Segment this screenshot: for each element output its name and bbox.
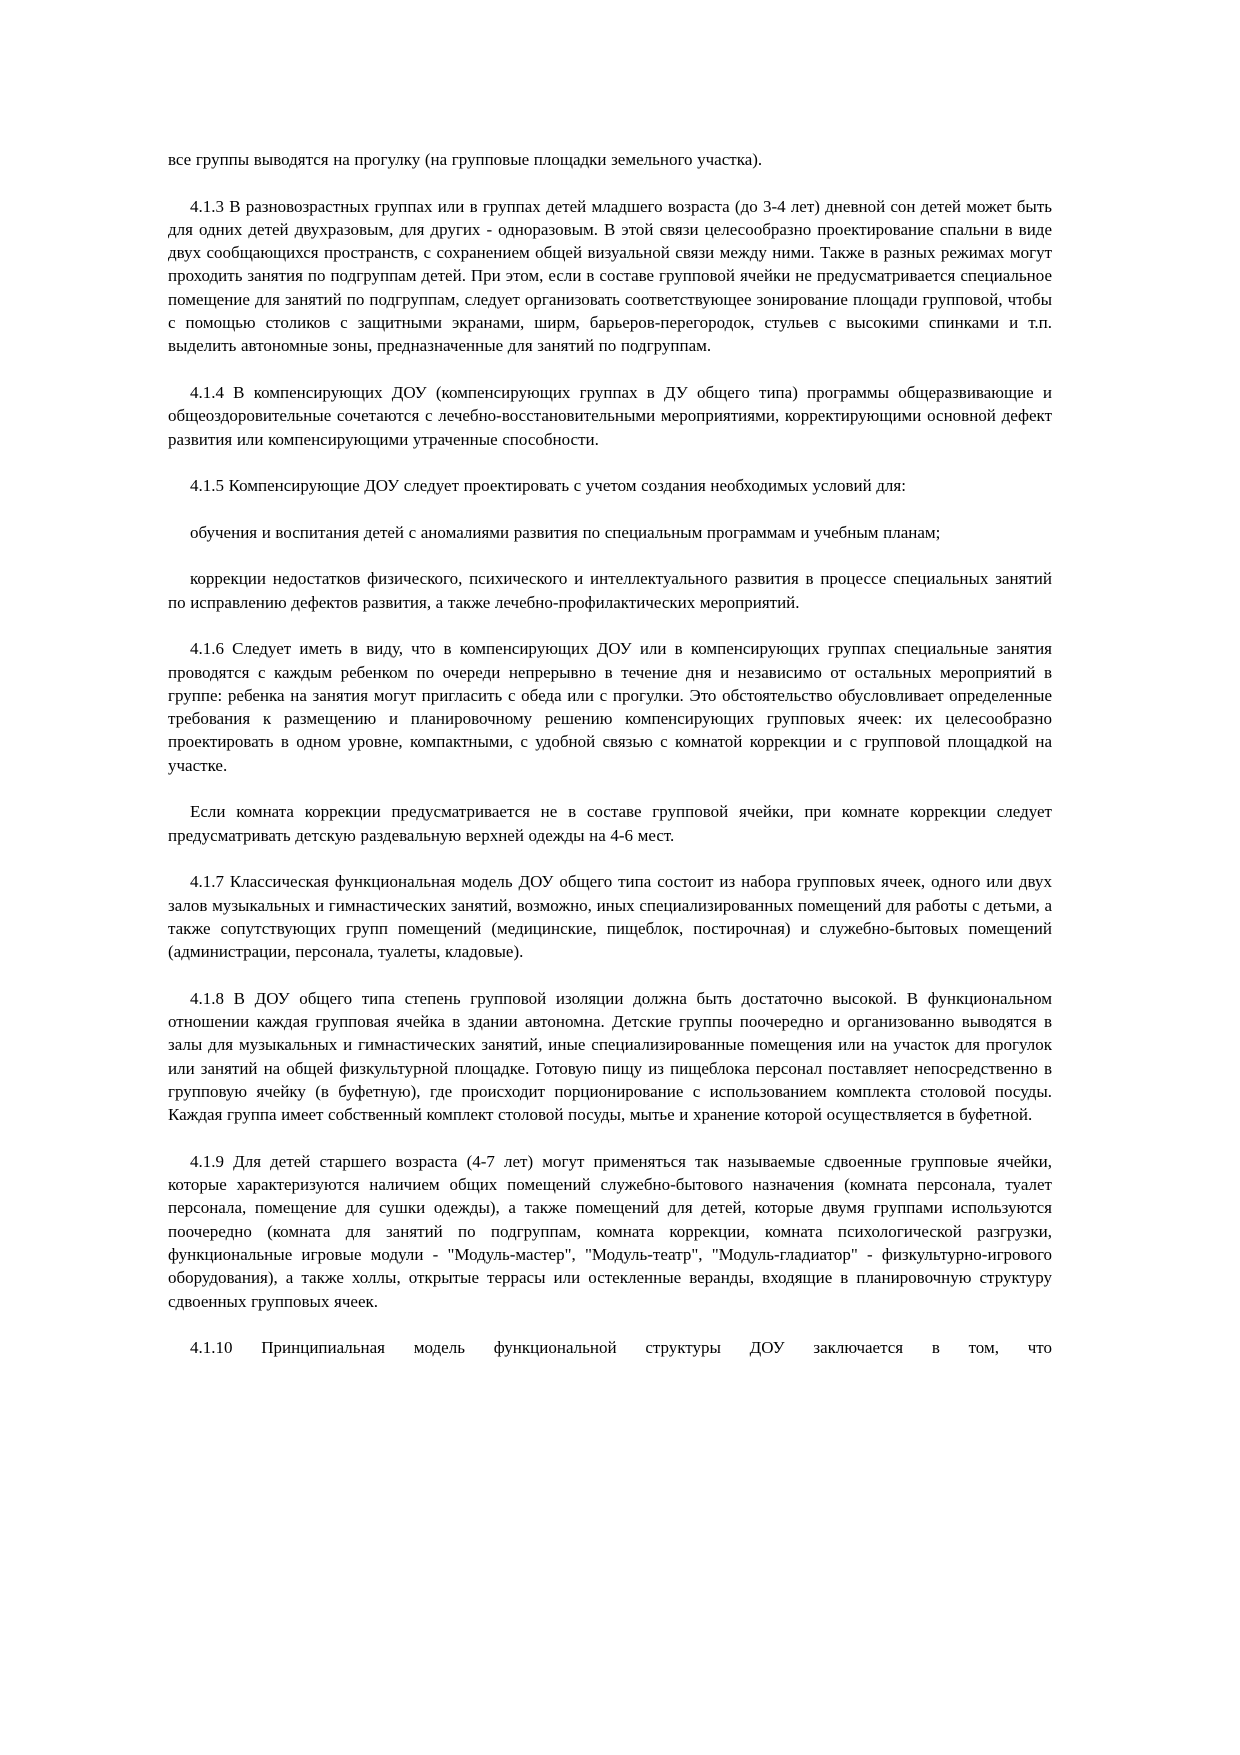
paragraph-list-item-correction: коррекции недостатков физического, психического и интеллектуального развития в процессе специальных занятий по исправлению дефектов развития, а также лечебно-профилактических мероприятий.	[168, 569, 1052, 612]
paragraph-list-item-education: обучения и воспитания детей с аномалиями развития по специальным программам и учебным планам;	[190, 522, 941, 542]
paragraph-4-1-6: 4.1.6 Следует иметь в виду, что в компенсирующих ДОУ или в компенсирующих группах специальные занятия проводятся с каждым ребенком по очереди непрерывно в течение дня и независимо от остальных мероприятий в группе: ребенка на занятия могут пригласить с обеда или с прогулки. Это обстоятельство обусловливает определенные требования к размещению и планировочному решению компенсирующих групповых ячеек: их целесообразно проектировать в одном уровне, компактными, с удобной связью с комнатой коррекции и с групповой площадкой на участке.	[168, 639, 1052, 775]
paragraph-continuation: все группы выводятся на прогулку (на групповые площадки земельного участка).	[168, 150, 763, 169]
paragraph-4-1-10: 4.1.10 Принципиальная модель функциональной структуры ДОУ заключается в том, что	[190, 1338, 1052, 1358]
paragraph-4-1-9: 4.1.9 Для детей старшего возраста (4-7 лет) могут применяться так называемые сдвоенные групповые ячейки, которые характеризуются наличием общих помещений служебно-бытового назначения (комната персонала, туалет персонала, помещение для сушки одежды), а также помещений для детей, которые двумя группами используются поочередно (комната для занятий по подгруппам, комната коррекции, комната психологической разгрузки, функциональные игровые модули - "Модуль-мастер", "Модуль-театр", "Модуль-гладиатор" - физкультурно-игрового оборудования), а также холлы, открытые террасы или остекленные веранды, входящие в планировочную структуру сдвоенных групповых ячеек.	[168, 1151, 1052, 1311]
paragraph-4-1-5: 4.1.5 Компенсирующие ДОУ следует проектировать с учетом создания необходимых условий для:	[190, 476, 906, 496]
paragraph-4-1-3: 4.1.3 В разновозрастных группах или в группах детей младшего возраста (до 3-4 лет) дневной сон детей может быть для одних детей двухразовым, для других - одноразовым. В этой связи целесообразно проектирование спальни в виде двух сообщающихся пространств, с сохранением общей визуальной связи между ними. Также в разных режимах могут проходить занятия по подгруппам детей. При этом, если в составе групповой ячейки не предусматривается специальное помещение для занятий по подгруппам, следует организовать соответствующее зонирование площади групповой, чтобы с помощью столиков с защитными экранами, ширм, барьеров-перегородок, стульев с высокими спинками и т.п. выделить автономные зоны, предназначенные для занятий по подгруппам.	[168, 196, 1052, 356]
paragraph-correction-room-note: Если комната коррекции предусматривается не в составе групповой ячейки, при комнате коррекции следует предусматривать детскую раздевальную верхней одежды на 4-6 мест.	[168, 802, 1052, 845]
paragraph-4-1-4: 4.1.4 В компенсирующих ДОУ (компенсирующих группах в ДУ общего типа) программы общеразвивающие и общеоздоровительные сочетаются с лечебно-восстановительными мероприятиями, корректирующими основной дефект развития или компенсирующими утраченные способности.	[168, 382, 1052, 449]
paragraph-4-1-8: 4.1.8 В ДОУ общего типа степень групповой изоляции должна быть достаточно высокой. В функциональном отношении каждая групповая ячейка в здании автономна. Детские группы поочередно и организованно выводятся в залы для музыкальных и гимнастических занятий, иные специализированные помещения или на участок для прогулок или занятий на общей физкультурной площадке. Готовую пищу из пищеблока персонал поставляет непосредственно в групповую ячейку (в буфетную), где происходит порционирование с использованием комплекта столовой посуды. Каждая группа имеет собственный комплект столовой посуды, мытье и хранение которой осуществляется в буфетной.	[168, 988, 1052, 1125]
paragraph-4-1-7: 4.1.7 Классическая функциональная модель ДОУ общего типа состоит из набора групповых ячеек, одного или двух залов музыкальных и гимнастических занятий, возможно, иных специализированных помещений для работы с детьми, а также сопутствующих групп помещений (медицинские, пищеблок, постирочная) и служебно-бытовых помещений (администрации, персонала, туалеты, кладовые).	[168, 872, 1052, 962]
